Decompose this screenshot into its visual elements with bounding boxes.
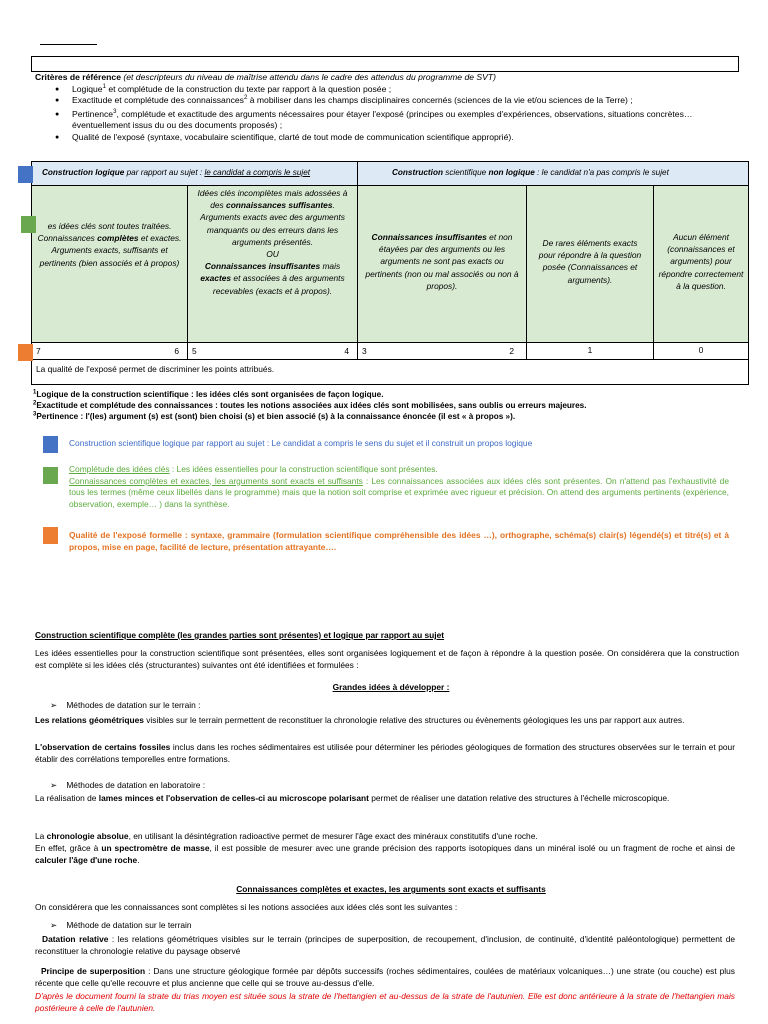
grid-cell-col5: Aucun élément (connaissances et arguments) pour répondre correctement à la question. xyxy=(653,185,749,343)
section1-p3: La réalisation de lames minces et l'observation de celles-ci au microscope polarisant permet de réaliser une datation relative des structures à l'échelle microscopique. xyxy=(35,793,670,803)
green-marker xyxy=(21,216,36,233)
section1-p1: Les relations géométriques visibles sur le terrain permettent de reconstituer la chronologie relative des structures ou évènements géologiques les uns par rapport aux autres. xyxy=(35,715,685,725)
footnote-2: $^2$Exactitude et complétude des connaissances : toutes les notions associées aux idées clés sont mobilisées, sans oublis ou erreurs majeures. xyxy=(33,400,587,411)
legend-green-square xyxy=(43,467,58,484)
evaluation-grid xyxy=(31,161,749,388)
section2-title: Connaissances complètes et exactes, les arguments sont exacts et suffisants xyxy=(236,884,546,894)
grid-cell-col4: De rares éléments exacts pour répondre à la question posée (Connaissances et arguments). xyxy=(526,185,654,343)
section1-p4: La chronologie absolue, en utilisant la désintégration radioactive permet de mesurer l'âge exact des minéraux constitutifs d'une roche. xyxy=(35,831,538,841)
section1-p5: En effet, grâce à un spectromètre de masse, il est possible de mesurer avec une grande précision des rapports isotopiques dans un minéral isolé ou un fragment de roche et ainsi de calculer l'âge d'une roche. xyxy=(35,843,735,865)
grid-cell-col1: es idées clés sont toutes traitées. Connaissances complètes et exactes. Arguments exacts, suffisants et pertinents (bien associés et à propos) xyxy=(31,185,188,343)
section1-p2: L'observation de certains fossiles inclus dans les roches sédimentaires est utilisée pour déterminer les périodes géologiques de formation des structures observées sur le terrain et pour établir des corrélations temporelles entre formations. xyxy=(35,742,735,764)
section1-intro: Les idées essentielles pour la construction scientifique sont présentées, elles sont organisées logiquement et de façon à répondre à la question posée. On considérera que la construction est complète si les idées clés (structurantes) suivantes ont été identifiées et formulées : xyxy=(35,648,739,670)
section2-p2: Principe de superposition : Dans une structure géologique formée par dépôts successifs (roches sédimentaires, coulées de matériaux volcaniques…) une strate (ou couche) est plus récente que celle qu'elle recouvre et plus ancienne que celle qui se trouve au-dessus d'elle. xyxy=(35,966,735,988)
score-value: 7 xyxy=(36,346,41,356)
score-value: 2 xyxy=(509,346,514,356)
footnotes xyxy=(33,389,748,423)
criteria-block xyxy=(35,72,747,143)
bullet-labo: ➢ Méthodes de datation en laboratoire : xyxy=(50,780,206,790)
footnote-1: $^1$Logique de la construction scientifique : les idées clés sont organisées de façon logique. xyxy=(33,389,384,399)
criteria-item: ● Pertinence$^3$, complétude et exactitude des arguments nécessaires pour étayer l'exposé (principes ou exemples d'expériences, observations, situations concrètes… éventuellement issus du ou des documents proposés) ; xyxy=(72,109,747,132)
big-ideas-heading: Grandes idées à développer : xyxy=(332,682,450,692)
legend-green-text: Complétude des idées clés : Les idées essentielles pour la construction scientifique sont présentes. Connaissances complètes et exactes, les arguments sont exacts et suffisants : Les connaissances associées aux idées clés sont présentes. On n'attend pas l'exhaustivité de tous les termes (même ceux libellés dans le programme) mais que la notion soit comprise et exprimée avec rigueur et précision. On attend des arguments pertinents (expérience, observation, exemple… ) dans la synthèse. xyxy=(69,464,729,509)
empty-frame xyxy=(31,56,739,72)
score-cell-1 xyxy=(31,342,188,360)
score-cell-4 xyxy=(526,342,654,360)
quality-note: La qualité de l'exposé permet de discriminer les points attribués. xyxy=(36,364,275,374)
legend-orange-text: Qualité de l'exposé formelle : syntaxe, grammaire (formulation scientifique compréhensible des idées …), orthographe, schéma(s) clair(s) légendé(s) et titré(s) et à propos, mise en page, facilité de lecture, présentation attrayante…. xyxy=(69,530,729,552)
criteria-list xyxy=(35,84,747,144)
criteria-item: ● Qualité de l'exposé (syntaxe, vocabulaire scientifique, clarté de tout mode de communication scientifique approprié). xyxy=(72,132,747,144)
score-value: 6 xyxy=(174,346,179,356)
grid-cell-col3: Connaissances insuffisantes et non étayées par des arguments ou les arguments ne sont pas exacts ou pertinents (non ou mal associés ou non à propos). xyxy=(357,185,527,343)
criteria-item: ● Logique$^1$ et complétude de la construction du texte par rapport à la question posée ; xyxy=(72,84,747,96)
score-cell-5 xyxy=(653,342,749,360)
section1-title: Construction scientifique complète (les grandes parties sont présentes) et logique par rapport au sujet xyxy=(35,630,445,640)
criteria-item: ● Exactitude et complétude des connaissances$^2$ à mobiliser dans les champs disciplinaires concernés (sciences de la vie et/ou sciences de la Terre) ; xyxy=(72,95,747,107)
grid-header-logical: Construction logique par rapport au sujet : le candidat a compris le sujet xyxy=(31,161,358,186)
footnote-3: $^3$Pertinence : l'(les) argument (s) est (sont) bien choisi (s) et bien associé (s) à la connaissance énoncée (il est « à propos »). xyxy=(33,411,516,422)
score-value: 0 xyxy=(698,345,704,355)
section2-p3-red: D'après le document fourni la strate du trias moyen est située sous la strate de l'hettangien et au-dessus de la strate de l'autunien. Elle est donc antérieure à la strate de l'hettangien mais postérieure à celle de l'autunien. xyxy=(35,991,735,1013)
grid-cell-col2: Idées clés incomplètes mais adossées à des connaissances suffisantes. Arguments exacts avec des arguments manquants ou des erreurs dans les arguments présentés. OU Connaissances insuffisantes mais exactes et associées à des arguments recevables (exacts et à propos). xyxy=(187,185,358,343)
criteria-note: (et descripteurs du niveau de maîtrise attendu dans le cadre des attendus du programme de SVT) xyxy=(123,72,496,82)
grid-header-nonlogical: Construction scientifique non logique : le candidat n'a pas compris le sujet xyxy=(357,161,749,186)
quality-note-row xyxy=(31,359,749,385)
legend-blue-square xyxy=(43,436,58,453)
score-cell-3 xyxy=(357,342,527,360)
score-cell-2 xyxy=(187,342,358,360)
blue-marker xyxy=(18,166,33,183)
top-rule xyxy=(40,44,97,45)
legend-blue-text: Construction scientifique logique par rapport au sujet : Le candidat a compris le sens du sujet et il construit un propos logique xyxy=(69,438,533,448)
legend-orange-square xyxy=(43,527,58,544)
criteria-heading xyxy=(35,72,747,84)
bullet-terrain-2: ➢ Méthode de datation sur le terrain xyxy=(50,920,192,930)
criteria-title: Critères de référence xyxy=(35,72,121,82)
score-value: 5 xyxy=(192,346,197,356)
bullet-terrain: ➢ Méthodes de datation sur le terrain : xyxy=(50,700,201,710)
section2-intro: On considérera que les connaissances sont complètes si les notions associées aux idées clés sont les suivantes : xyxy=(35,902,458,912)
score-value: 4 xyxy=(344,346,349,356)
section2-p1: Datation relative : les relations géométriques visibles sur le terrain (principes de superposition, de recoupement, d'inclusion, de continuité, d'identité paléontologique) permettent de reconstituer la chronologie relative du paysage observé xyxy=(35,934,736,956)
score-value: 1 xyxy=(587,345,593,355)
orange-marker xyxy=(18,344,33,361)
score-value: 3 xyxy=(362,346,367,356)
